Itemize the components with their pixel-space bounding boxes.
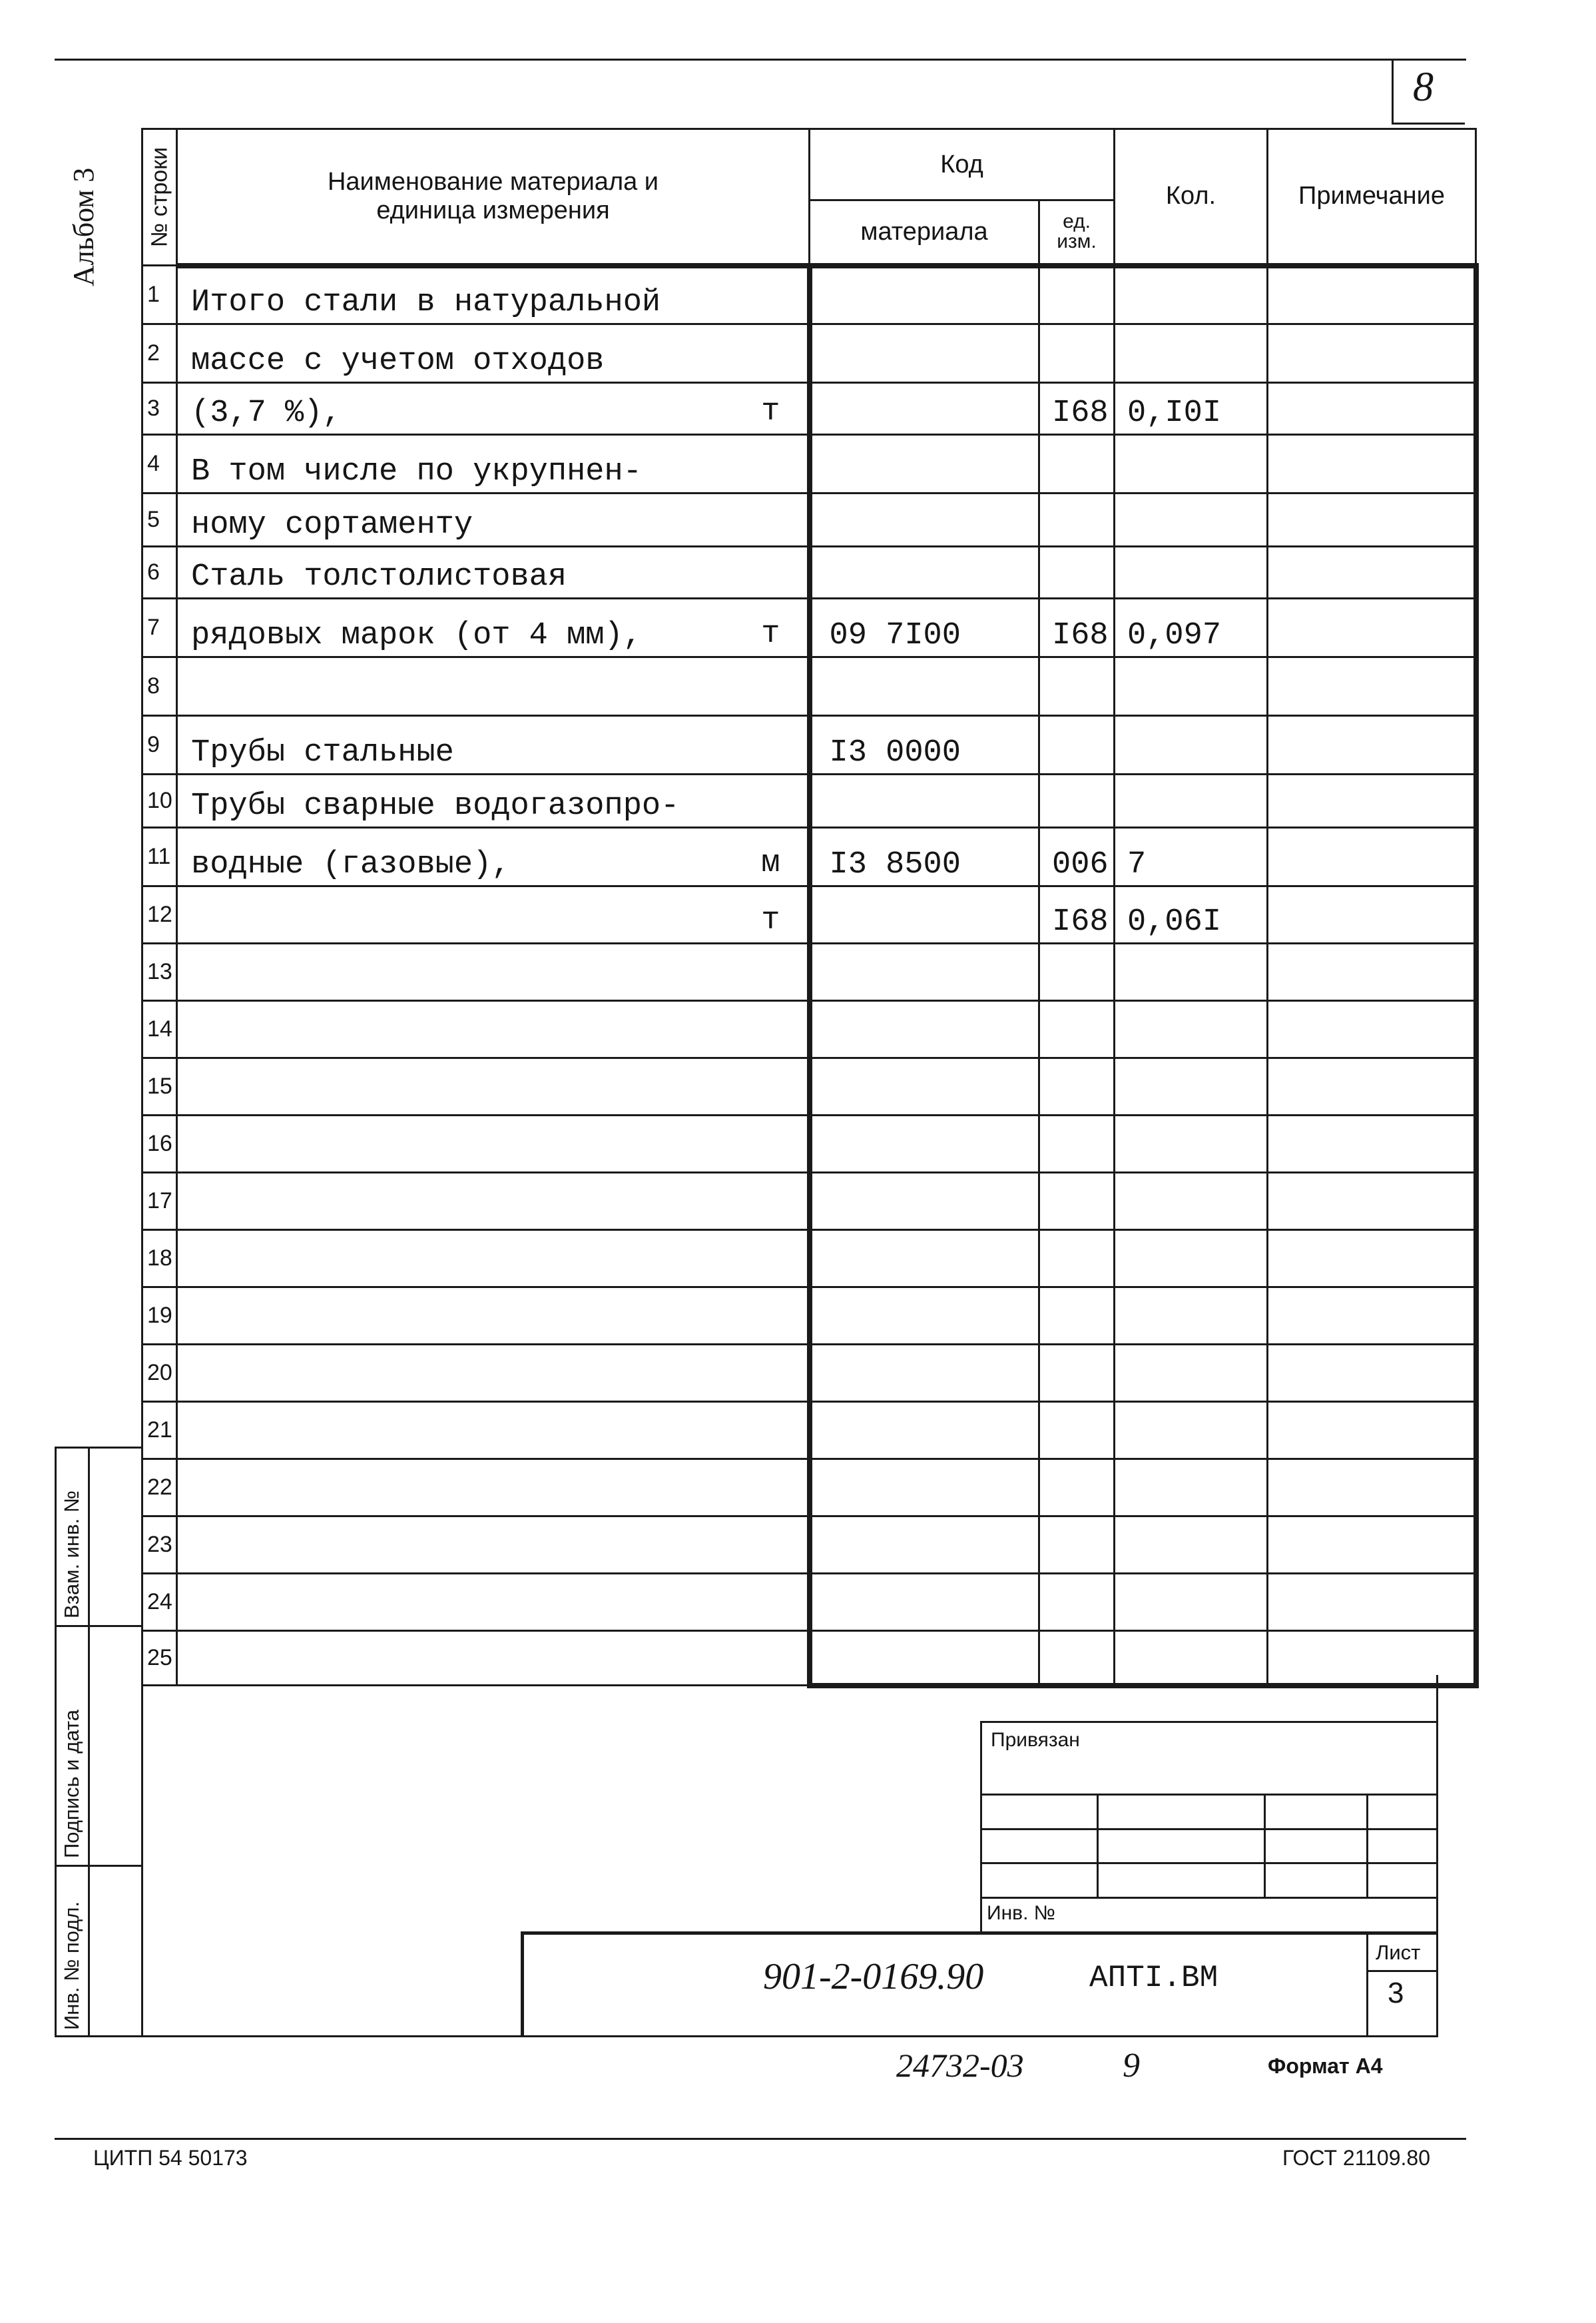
row-material-code (810, 1459, 1039, 1516)
row-material-code (810, 1631, 1039, 1686)
table-row (142, 828, 1476, 886)
row-name (177, 775, 810, 828)
row-note (1268, 657, 1476, 716)
row-number: 15 (142, 1058, 177, 1116)
row-name-text: Трубы стальные (191, 735, 454, 771)
row-material-code: 09 7I00 (810, 599, 1039, 657)
row-number: 9 (142, 716, 177, 775)
row-number: 25 (142, 1631, 177, 1686)
row-name-text: Итого стали в натуральной (191, 285, 661, 320)
table-row (142, 716, 1476, 775)
table-row (142, 1230, 1476, 1287)
row-note (1268, 1287, 1476, 1345)
row-quantity: 7 (1115, 828, 1268, 886)
table-row (142, 547, 1476, 599)
row-quantity (1115, 1001, 1268, 1058)
row-material-code (810, 1001, 1039, 1058)
side-stamp-left-edge (55, 1447, 57, 2037)
table-row (142, 435, 1476, 494)
row-unit-code (1039, 1001, 1115, 1058)
row-unit-code (1039, 266, 1115, 324)
row-unit-code (1039, 1058, 1115, 1116)
header-qty: Кол. (1115, 129, 1268, 266)
row-name (177, 599, 810, 657)
row-material-code (810, 886, 1039, 944)
row-unit-code (1039, 716, 1115, 775)
page-number-frame (1392, 59, 1394, 124)
table-row (142, 266, 1476, 324)
table-row (142, 775, 1476, 828)
table-row (142, 1001, 1476, 1058)
side-stamp-divider (88, 1447, 90, 2037)
format-label: Формат А4 (1268, 2054, 1383, 2078)
privyazan-grid-h4 (980, 1897, 1438, 1899)
row-name (177, 1230, 810, 1287)
row-number: 8 (142, 657, 177, 716)
row-material-code (810, 1230, 1039, 1287)
row-name (177, 1058, 810, 1116)
table-row (142, 944, 1476, 1001)
row-name (177, 1345, 810, 1402)
privyazan-left (980, 1721, 982, 1931)
row-quantity (1115, 1516, 1268, 1574)
row-quantity (1115, 1345, 1268, 1402)
privyazan-grid-h1 (980, 1794, 1438, 1796)
stamp-top (521, 1931, 1438, 1935)
row-unit-code (1039, 435, 1115, 494)
row-name (177, 1116, 810, 1173)
privyazan-grid-v2 (1264, 1794, 1266, 1897)
row-quantity (1115, 494, 1268, 547)
row-name (177, 266, 810, 324)
row-unit-code (1039, 547, 1115, 599)
row-unit-code (1039, 1459, 1115, 1516)
table-row (142, 1116, 1476, 1173)
row-note (1268, 1116, 1476, 1173)
row-note (1268, 435, 1476, 494)
row-material-code (810, 1287, 1039, 1345)
row-name (177, 828, 810, 886)
row-number: 21 (142, 1402, 177, 1459)
row-number: 6 (142, 547, 177, 599)
row-quantity (1115, 1459, 1268, 1516)
row-note (1268, 1345, 1476, 1402)
privyazan-label: Привязан (991, 1729, 1080, 1751)
row-material-code: I3 8500 (810, 828, 1039, 886)
row-number: 24 (142, 1574, 177, 1631)
row-unit-code (1039, 1116, 1115, 1173)
row-name (177, 324, 810, 383)
side-stamp-sep-2 (55, 1865, 141, 1867)
row-quantity: 0,097 (1115, 599, 1268, 657)
row-quantity (1115, 1574, 1268, 1631)
row-note (1268, 1230, 1476, 1287)
side-stamp-top (55, 1447, 141, 1449)
row-number: 4 (142, 435, 177, 494)
row-name-text: (3,7 %), (191, 396, 342, 431)
row-name (177, 886, 810, 944)
row-quantity (1115, 657, 1268, 716)
side-stamp-podpis: Подпись и дата (60, 1710, 83, 1858)
row-note (1268, 547, 1476, 599)
page-number: 8 (1413, 65, 1434, 110)
row-name (177, 657, 810, 716)
row-quantity (1115, 775, 1268, 828)
row-unit-code (1039, 1287, 1115, 1345)
row-material-code (810, 1574, 1039, 1631)
row-number: 22 (142, 1459, 177, 1516)
row-measure-unit: м (761, 846, 780, 881)
header-unit: ед. изм. (1039, 200, 1115, 266)
row-name (177, 547, 810, 599)
row-number: 5 (142, 494, 177, 547)
row-note (1268, 944, 1476, 1001)
inv-no-label: Инв. № (987, 1902, 1055, 1924)
row-quantity (1115, 1402, 1268, 1459)
row-name (177, 1287, 810, 1345)
row-name (177, 1402, 810, 1459)
row-unit-code: I68 (1039, 383, 1115, 435)
row-material-code (810, 1402, 1039, 1459)
row-note (1268, 1058, 1476, 1116)
stamp-left (521, 1931, 524, 2037)
row-material-code (810, 383, 1039, 435)
row-number: 16 (142, 1116, 177, 1173)
row-name (177, 1574, 810, 1631)
album-label: Альбом 3 (67, 167, 100, 286)
row-number: 3 (142, 383, 177, 435)
row-quantity (1115, 324, 1268, 383)
row-name (177, 716, 810, 775)
row-name (177, 944, 810, 1001)
header-material: материала (810, 200, 1039, 266)
header-code: Код (810, 129, 1115, 200)
footer-left: ЦИТП 54 50173 (93, 2146, 248, 2170)
row-material-code (810, 1345, 1039, 1402)
row-material-code (810, 494, 1039, 547)
row-material-code (810, 266, 1039, 324)
row-material-code (810, 1516, 1039, 1574)
table-row (142, 1287, 1476, 1345)
table-row (142, 886, 1476, 944)
row-number: 7 (142, 599, 177, 657)
row-unit-code: I68 (1039, 599, 1115, 657)
row-number: 19 (142, 1287, 177, 1345)
row-unit-code (1039, 324, 1115, 383)
table-row (142, 1459, 1476, 1516)
row-note (1268, 599, 1476, 657)
row-name (177, 1459, 810, 1516)
frame-bottom (141, 2035, 1438, 2037)
row-number: 23 (142, 1516, 177, 1574)
side-stamp-inv: Инв. № подл. (60, 1901, 83, 2030)
page-number-underline (1392, 123, 1465, 125)
row-name (177, 383, 810, 435)
row-name (177, 435, 810, 494)
side-stamp-bottom (55, 2035, 144, 2037)
row-material-code (810, 1116, 1039, 1173)
row-material-code: I3 0000 (810, 716, 1039, 775)
row-note (1268, 716, 1476, 775)
side-stamp-vzam: Взам. инв. № (60, 1490, 83, 1618)
row-note (1268, 828, 1476, 886)
row-number: 13 (142, 944, 177, 1001)
row-note (1268, 1631, 1476, 1686)
row-name-text: Сталь толстолистовая (191, 559, 567, 595)
row-name (177, 494, 810, 547)
row-note (1268, 324, 1476, 383)
row-unit-code: I68 (1039, 886, 1115, 944)
row-quantity (1115, 1230, 1268, 1287)
row-quantity (1115, 266, 1268, 324)
row-number: 18 (142, 1230, 177, 1287)
row-material-code (810, 657, 1039, 716)
row-quantity (1115, 547, 1268, 599)
row-name (177, 1631, 810, 1686)
row-unit-code (1039, 944, 1115, 1001)
row-note (1268, 886, 1476, 944)
table-row (142, 1516, 1476, 1574)
row-note (1268, 266, 1476, 324)
stamp-list-value: 3 (1388, 1977, 1404, 2009)
row-unit-code (1039, 657, 1115, 716)
footer-rule (55, 2138, 1466, 2140)
row-name-text: массе с учетом отходов (191, 344, 605, 379)
row-quantity (1115, 716, 1268, 775)
row-note (1268, 1459, 1476, 1516)
row-quantity (1115, 1116, 1268, 1173)
row-unit-code (1039, 1631, 1115, 1686)
table-row (142, 324, 1476, 383)
row-note (1268, 494, 1476, 547)
stamp-list-sep (1366, 1970, 1438, 1972)
row-note (1268, 1516, 1476, 1574)
row-measure-unit: т (761, 903, 780, 938)
row-material-code (810, 547, 1039, 599)
table-row (142, 1631, 1476, 1686)
row-measure-unit: т (761, 617, 780, 652)
stamp-code-hand: 901-2-0169.90 (763, 1956, 984, 1997)
privyazan-grid-h2 (980, 1828, 1438, 1830)
row-unit-code (1039, 1402, 1115, 1459)
row-number: 20 (142, 1345, 177, 1402)
row-name-text: Трубы сварные водогазопро- (191, 789, 680, 824)
row-number: 1 (142, 266, 177, 324)
row-quantity (1115, 435, 1268, 494)
row-note (1268, 383, 1476, 435)
row-unit-code (1039, 1345, 1115, 1402)
row-unit-code: 006 (1039, 828, 1115, 886)
privyazan-grid-v1 (1097, 1794, 1099, 1897)
row-name-text: рядовых марок (от 4 мм), (191, 618, 642, 653)
table-row (142, 383, 1476, 435)
footer-right: ГОСТ 21109.80 (1282, 2146, 1430, 2170)
stamp-code-typed: АПТI.ВМ (1089, 1961, 1218, 1995)
row-number: 2 (142, 324, 177, 383)
row-material-code (810, 1173, 1039, 1230)
row-material-code (810, 944, 1039, 1001)
header-rownum: № строки (142, 129, 177, 266)
row-material-code (810, 324, 1039, 383)
table-row (142, 599, 1476, 657)
table-row (142, 1402, 1476, 1459)
row-note (1268, 775, 1476, 828)
row-name (177, 1001, 810, 1058)
row-quantity (1115, 944, 1268, 1001)
row-quantity (1115, 1631, 1268, 1686)
row-note (1268, 1402, 1476, 1459)
table-row (142, 1058, 1476, 1116)
privyazan-grid-v3 (1366, 1794, 1368, 1897)
archive-sheet: 9 (1123, 2047, 1140, 2085)
table-row (142, 1345, 1476, 1402)
table-row (142, 1574, 1476, 1631)
frame-right-lower (1436, 1675, 1438, 2037)
row-measure-unit: т (761, 394, 780, 430)
row-number: 12 (142, 886, 177, 944)
row-unit-code (1039, 1574, 1115, 1631)
row-quantity (1115, 1173, 1268, 1230)
row-quantity: 0,06I (1115, 886, 1268, 944)
row-note (1268, 1001, 1476, 1058)
row-name-text: водные (газовые), (191, 847, 511, 882)
row-quantity (1115, 1058, 1268, 1116)
specification-table (141, 128, 1479, 1688)
table-row (142, 657, 1476, 716)
header-name: Наименование материала и единица измерения (177, 129, 810, 266)
row-unit-code (1039, 1173, 1115, 1230)
row-number: 10 (142, 775, 177, 828)
privyazan-top (980, 1721, 1438, 1723)
row-unit-code (1039, 775, 1115, 828)
frame-left-lower (141, 1675, 143, 2037)
row-unit-code (1039, 1516, 1115, 1574)
row-quantity: 0,I0I (1115, 383, 1268, 435)
row-number: 11 (142, 828, 177, 886)
side-stamp-sep-1 (55, 1625, 141, 1627)
row-material-code (810, 1058, 1039, 1116)
stamp-list-left (1366, 1931, 1368, 2037)
row-number: 17 (142, 1173, 177, 1230)
row-name (177, 1173, 810, 1230)
row-number: 14 (142, 1001, 177, 1058)
row-quantity (1115, 1287, 1268, 1345)
archive-number: 24732-03 (896, 2047, 1024, 2084)
stamp-list-label: Лист (1376, 1941, 1421, 1964)
header-note: Примечание (1268, 129, 1476, 266)
row-material-code (810, 435, 1039, 494)
row-unit-code (1039, 494, 1115, 547)
row-name (177, 1516, 810, 1574)
row-name-text: ному сортаменту (191, 507, 473, 543)
row-unit-code (1039, 1230, 1115, 1287)
row-note (1268, 1173, 1476, 1230)
row-name-text: В том числе по укрупнен- (191, 454, 642, 490)
top-rule (55, 59, 1466, 61)
row-note (1268, 1574, 1476, 1631)
row-material-code (810, 775, 1039, 828)
table-row (142, 1173, 1476, 1230)
table-row (142, 494, 1476, 547)
privyazan-grid-h3 (980, 1862, 1438, 1864)
